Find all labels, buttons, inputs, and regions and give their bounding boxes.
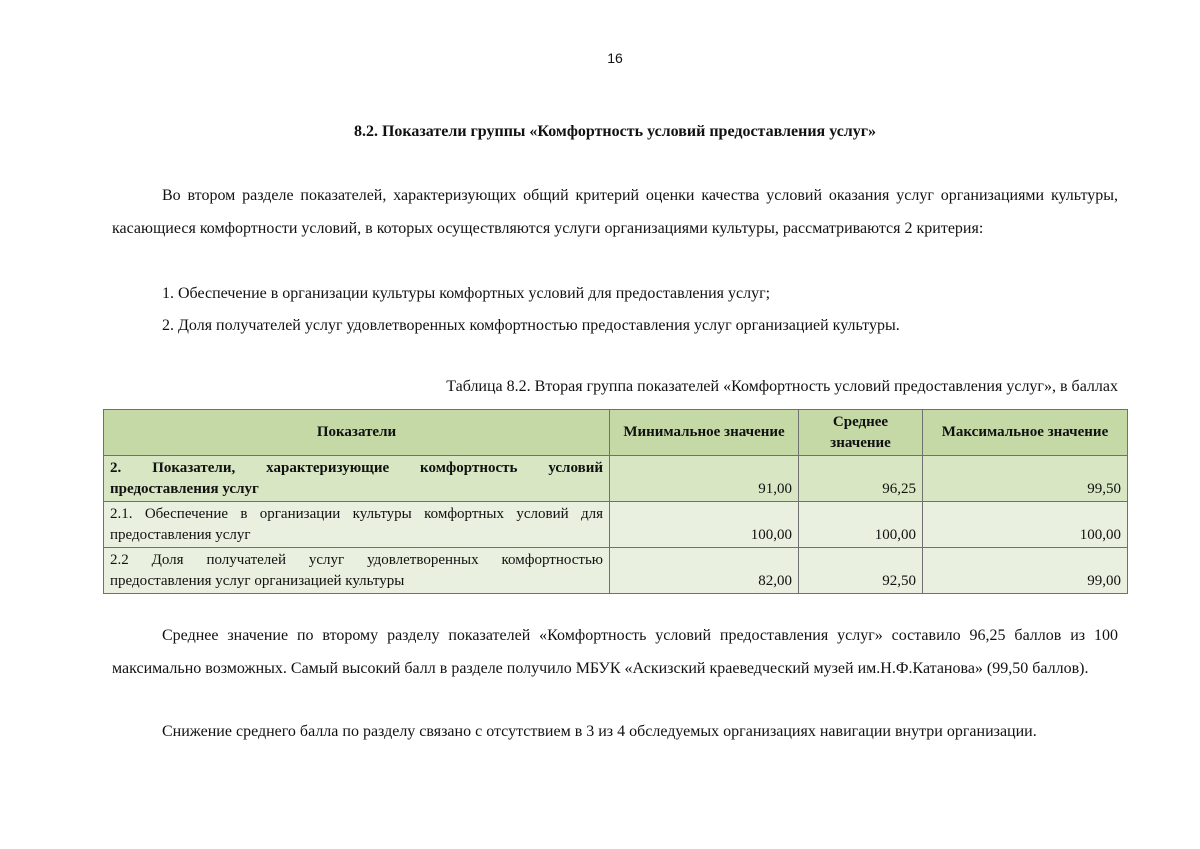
table-header-row xyxy=(104,410,1128,456)
indicator-name: 2. Показатели, характеризующие комфортность условий предоставления услуг xyxy=(104,456,610,502)
intro-text: Во втором разделе показателей, характеризующих общий критерий оценки качества условий оказания услуг организациями культуры, касающиеся комфортности условий, в которых осуществляются услуги организациями культуры, рассматриваются 2 критерия: xyxy=(112,187,1118,237)
criterion-item: 2. Доля получателей услуг удовлетворенных комфортностью предоставления услуг организацией культуры. xyxy=(162,317,900,334)
summary-paragraph xyxy=(112,620,1118,685)
table-caption: Таблица 8.2. Вторая группа показателей «Комфортность условий предоставления услуг», в баллах xyxy=(446,378,1118,395)
table-row xyxy=(104,502,1128,548)
max-value: 100,00 xyxy=(923,502,1128,548)
header-avg: Среднее значение xyxy=(799,410,923,456)
indicator-name: 2.2 Доля получателей услуг удовлетворенных комфортностью предоставления услуг организацией культуры xyxy=(104,548,610,594)
indicator-name: 2.1. Обеспечение в организации культуры комфортных условий для предоставления услуг xyxy=(104,502,610,548)
intro-paragraph xyxy=(112,180,1118,245)
section-heading: 8.2. Показатели группы «Комфортность условий предоставления услуг» xyxy=(353,123,877,140)
header-min: Минимальное значение xyxy=(610,410,799,456)
decline-text: Снижение среднего балла по разделу связано с отсутствием в 3 из 4 обследуемых организациях навигации внутри организации. xyxy=(162,723,1037,740)
max-value: 99,00 xyxy=(923,548,1128,594)
criterion-item: 1. Обеспечение в организации культуры комфортных условий для предоставления услуг; xyxy=(162,285,771,302)
table-row xyxy=(104,456,1128,502)
min-value: 82,00 xyxy=(610,548,799,594)
summary-text: Среднее значение по второму разделу показателей «Комфортность условий предоставления услуг» составило 96,25 баллов из 100 максимально возможных. Самый высокий балл в разделе получило МБУК «Аскизский краеведческий музей им.Н.Ф.Катанова» (99,50 баллов). xyxy=(112,627,1118,677)
page-number: 16 xyxy=(607,50,623,66)
indicators-table xyxy=(103,409,1128,594)
avg-value: 92,50 xyxy=(799,548,923,594)
table-row xyxy=(104,548,1128,594)
header-max: Максимальное значение xyxy=(923,410,1128,456)
min-value: 100,00 xyxy=(610,502,799,548)
min-value: 91,00 xyxy=(610,456,799,502)
avg-value: 96,25 xyxy=(799,456,923,502)
max-value: 99,50 xyxy=(923,456,1128,502)
avg-value: 100,00 xyxy=(799,502,923,548)
decline-paragraph xyxy=(112,716,1118,749)
header-indicators: Показатели xyxy=(104,410,610,456)
